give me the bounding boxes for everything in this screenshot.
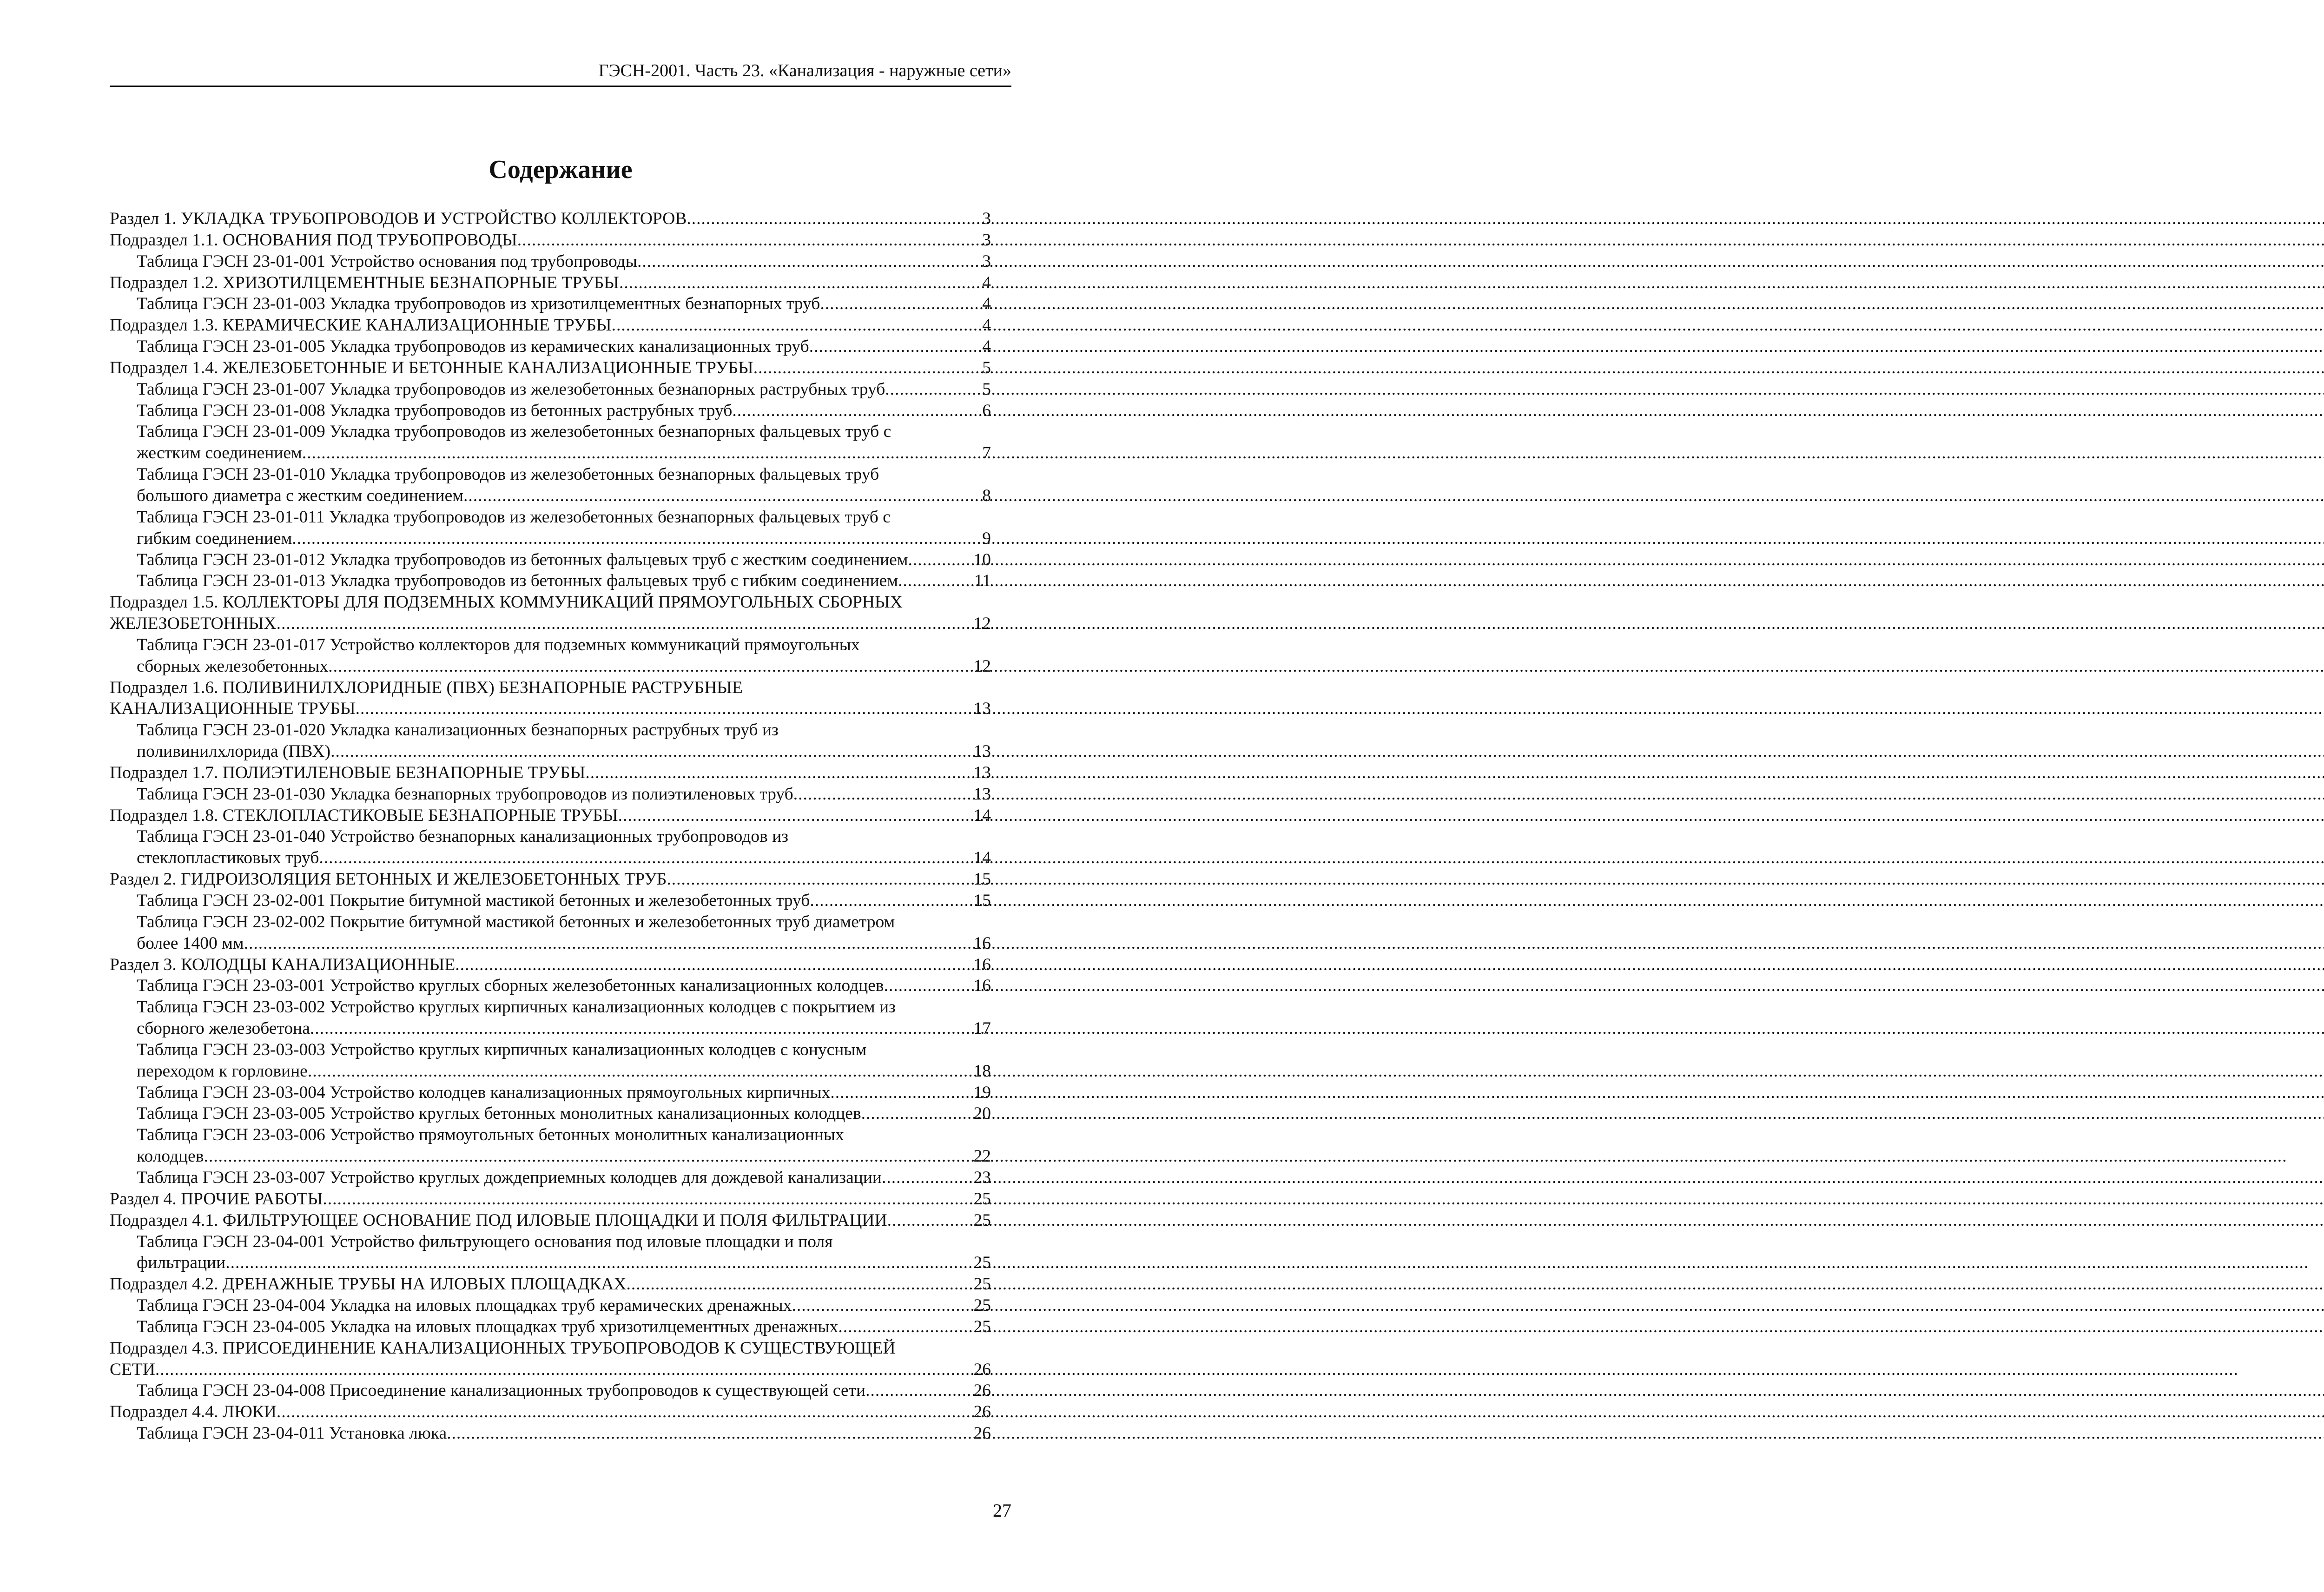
- toc-entry: [110, 336, 991, 357]
- toc-page-number: 15: [973, 891, 991, 910]
- toc-entry: [110, 1039, 991, 1082]
- dot-leader: [463, 485, 980, 507]
- toc-entry-text: Подраздел 1.3. КЕРАМИЧЕСКИЕ КАНАЛИЗАЦИОННЫЕ ТРУБЫ: [110, 316, 612, 335]
- toc-entry-text: колодцев: [137, 1147, 204, 1166]
- toc-entry: [110, 826, 991, 869]
- toc-entry-text: фильтрации: [137, 1253, 226, 1273]
- toc-entry-text: Подраздел 1.6. ПОЛИВИНИЛХЛОРИДНЫЕ (ПВХ) БЕЗНАПОРНЫЕ РАСТРУБНЫЕ: [110, 678, 743, 697]
- toc-entry: [110, 912, 991, 954]
- dot-leader: [667, 869, 971, 890]
- toc-page-number: 7: [982, 443, 991, 463]
- toc-entry-text: сборного железобетона: [137, 1019, 310, 1038]
- toc-entry-text: большого диаметра с жестким соединением: [137, 486, 463, 505]
- toc-entry-text: Таблица ГЭСН 23-01-001 Устройство основания под трубопроводы: [137, 251, 637, 271]
- toc-entry-text: Таблица ГЭСН 23-04-011 Установка люка: [137, 1424, 447, 1443]
- toc-entry: [110, 997, 991, 1039]
- toc-entry-text: Таблица ГЭСН 23-02-001 Покрытие битумной мастикой бетонных и железобетонных труб: [137, 891, 810, 910]
- toc-entry: [110, 421, 991, 464]
- toc-entry: [110, 400, 991, 422]
- toc-entry: [110, 549, 991, 571]
- toc-entry: [110, 890, 991, 912]
- toc-page-number: 3: [982, 209, 991, 228]
- toc-entry-text: гибким соединением: [137, 528, 292, 548]
- dot-leader: [302, 443, 980, 464]
- dot-leader: [308, 1061, 972, 1082]
- dot-leader: [356, 698, 972, 720]
- dot-leader: [618, 805, 972, 826]
- toc-page-number: 16: [973, 976, 991, 996]
- toc-entry: [110, 592, 991, 634]
- toc-page-number: 25: [973, 1189, 991, 1209]
- toc-entry: [110, 570, 991, 592]
- dot-leader: [292, 528, 980, 549]
- toc-entry: [110, 208, 991, 230]
- dot-leader: [517, 230, 980, 251]
- toc-entry: [110, 784, 991, 805]
- dot-leader: [885, 379, 980, 400]
- dot-leader: [277, 1401, 972, 1423]
- toc-entry: [110, 1274, 991, 1295]
- toc-page-number: 5: [982, 358, 991, 377]
- toc-page-number: 14: [973, 806, 991, 825]
- toc-page-number: 4: [982, 316, 991, 335]
- toc-entry-text: Таблица ГЭСН 23-03-006 Устройство прямоугольных бетонных монолитных канализационных: [137, 1125, 844, 1145]
- toc-entry: [110, 762, 991, 784]
- toc-page-number: 17: [973, 1019, 991, 1038]
- toc-page-number: 11: [974, 571, 991, 591]
- toc-page-number: 25: [973, 1275, 991, 1294]
- toc-entry-text: Таблица ГЭСН 23-04-005 Укладка на иловых площадках труб хризотилцементных дренажных: [137, 1317, 838, 1336]
- page-number: 27: [993, 1500, 1011, 1521]
- dot-leader: [898, 570, 972, 592]
- dot-leader: [793, 784, 972, 805]
- toc-entry: [110, 1316, 991, 1338]
- dot-leader: [887, 1210, 972, 1231]
- toc-page-number: 13: [973, 784, 991, 804]
- toc-page-number: 15: [973, 870, 991, 889]
- dot-leader: [155, 1359, 972, 1381]
- toc-entry-text: Таблица ГЭСН 23-04-001 Устройство фильтрующего основания под иловые площадки и поля: [137, 1232, 833, 1251]
- toc-entry-text: СЕТИ: [110, 1360, 155, 1379]
- dot-leader: [319, 847, 971, 869]
- dot-leader: [687, 208, 980, 230]
- dot-leader: [323, 1189, 971, 1210]
- dot-leader: [753, 357, 981, 379]
- toc-entry: [110, 1338, 991, 1381]
- toc-entry: [110, 357, 991, 379]
- toc-page-number: 13: [973, 742, 991, 761]
- toc-page-number: 8: [982, 486, 991, 505]
- page-title: Содержание: [489, 155, 633, 184]
- toc-entry-text: Раздел 4. ПРОЧИЕ РАБОТЫ: [110, 1189, 323, 1209]
- toc-entry: [110, 677, 991, 720]
- toc-entry-text: Подраздел 1.5. КОЛЛЕКТОРЫ ДЛЯ ПОДЗЕМНЫХ КОММУНИКАЦИЙ ПРЯМОУГОЛЬНЫХ СБОРНЫХ: [110, 593, 903, 612]
- toc-entry: [110, 1423, 991, 1444]
- toc-entry-text: Таблица ГЭСН 23-01-040 Устройство безнапорных канализационных трубопроводов из: [137, 827, 789, 846]
- toc-entry: [110, 379, 991, 400]
- toc-entry-text: Таблица ГЭСН 23-01-007 Укладка трубопроводов из железобетонных безнапорных раструбных труб: [137, 379, 885, 399]
- toc-page-number: 10: [973, 550, 991, 569]
- toc-page-number: 26: [973, 1381, 991, 1400]
- toc-page-number: 16: [973, 933, 991, 953]
- toc-entry-text: Таблица ГЭСН 23-01-010 Укладка трубопроводов из железобетонных безнапорных фальцевых труб: [137, 465, 879, 484]
- toc-entry: [110, 954, 991, 976]
- toc-entry-text: Подраздел 1.4. ЖЕЛЕЗОБЕТОННЫЕ И БЕТОННЫЕ КАНАЛИЗАЦИОННЫЕ ТРУБЫ: [110, 358, 753, 377]
- dot-leader: [637, 251, 980, 272]
- toc-page-number: 18: [973, 1061, 991, 1081]
- toc-entry-text: Таблица ГЭСН 23-01-008 Укладка трубопроводов из бетонных раструбных труб: [137, 401, 733, 420]
- toc-entry-text: Таблица ГЭСН 23-03-007 Устройство круглых дождеприемных колодцев для дождевой канализации: [137, 1168, 882, 1187]
- toc-entry-text: Таблица ГЭСН 23-01-020 Укладка канализационных безнапорных раструбных труб из: [137, 720, 779, 740]
- toc-page-number: 26: [973, 1424, 991, 1443]
- toc-entry-text: Таблица ГЭСН 23-03-005 Устройство круглых бетонных монолитных канализационных колодцев: [137, 1104, 861, 1123]
- dot-leader: [865, 1380, 971, 1401]
- dot-leader: [585, 762, 971, 784]
- toc-entry: [110, 315, 991, 336]
- toc-entry: [110, 1401, 991, 1423]
- toc-page-number: 6: [982, 401, 991, 420]
- dot-leader: [830, 1082, 971, 1103]
- dot-leader: [792, 1295, 971, 1316]
- toc-entry: [110, 230, 991, 251]
- dot-leader: [277, 613, 972, 634]
- toc-entry-text: КАНАЛИЗАЦИОННЫЕ ТРУБЫ: [110, 699, 356, 719]
- toc-entry-text: Таблица ГЭСН 23-02-002 Покрытие битумной мастикой бетонных и железобетонных труб диаметром: [137, 912, 895, 931]
- toc-entry: [110, 1103, 991, 1124]
- dot-leader: [627, 1274, 972, 1295]
- toc-page-number: 22: [973, 1147, 991, 1166]
- dot-leader: [884, 975, 972, 997]
- toc-page-number: 9: [982, 528, 991, 548]
- toc-entry-text: Таблица ГЭСН 23-03-004 Устройство колодцев канализационных прямоугольных кирпичных: [137, 1083, 831, 1102]
- toc-entry: [110, 720, 991, 762]
- toc-entry-text: поливинилхлорида (ПВХ): [137, 742, 331, 761]
- toc-page-number: 14: [973, 848, 991, 868]
- toc-entry-text: Таблица ГЭСН 23-01-030 Укладка безнапорных трубопроводов из полиэтиленовых труб: [137, 784, 793, 804]
- toc-entry: [110, 869, 991, 890]
- toc-page-number: 13: [973, 699, 991, 719]
- toc-entry-text: Раздел 1. УКЛАДКА ТРУБОПРОВОДОВ И УСТРОЙСТВО КОЛЛЕКТОРОВ: [110, 209, 687, 228]
- toc-entry-text: Подраздел 4.2. ДРЕНАЖНЫЕ ТРУБЫ НА ИЛОВЫХ ПЛОЩАДКАХ: [110, 1275, 627, 1294]
- dot-leader: [732, 400, 980, 422]
- toc-entry-text: Таблица ГЭСН 23-01-012 Укладка трубопроводов из бетонных фальцевых труб с жестким соединением: [137, 550, 908, 569]
- toc-entry-text: Подраздел 1.2. ХРИЗОТИЛЦЕМЕНТНЫЕ БЕЗНАПОРНЫЕ ТРУБЫ: [110, 273, 619, 292]
- toc-page-number: 12: [973, 614, 991, 634]
- dot-leader: [820, 293, 980, 315]
- toc-entry-text: Таблица ГЭСН 23-01-009 Укладка трубопроводов из железобетонных безнапорных фальцевых труб с: [137, 422, 891, 442]
- toc-entry: [110, 805, 991, 826]
- toc-page-number: 26: [973, 1360, 991, 1379]
- dot-leader: [244, 933, 972, 954]
- dot-leader: [225, 1252, 971, 1274]
- toc-entry-text: Подраздел 1.7. ПОЛИЭТИЛЕНОВЫЕ БЕЗНАПОРНЫЕ ТРУБЫ: [110, 763, 586, 782]
- toc-entry-text: Таблица ГЭСН 23-04-004 Укладка на иловых площадках труб керамических дренажных: [137, 1296, 792, 1315]
- dot-leader: [882, 1167, 972, 1189]
- toc-entry-text: Таблица ГЭСН 23-03-003 Устройство круглых кирпичных канализационных колодцев с конусным: [137, 1040, 867, 1059]
- toc-entry-text: Подраздел 4.3. ПРИСОЕДИНЕНИЕ КАНАЛИЗАЦИОННЫХ ТРУБОПРОВОДОВ К СУЩЕСТВУЮЩЕЙ: [110, 1338, 896, 1358]
- toc-entry-text: Подраздел 1.1. ОСНОВАНИЯ ПОД ТРУБОПРОВОДЫ: [110, 230, 517, 250]
- toc-entry: [110, 1167, 991, 1189]
- toc-page-number: 16: [973, 955, 991, 974]
- toc-entry: [110, 293, 991, 315]
- dot-leader: [204, 1146, 971, 1167]
- toc-page-number: 4: [982, 294, 991, 314]
- toc-page-number: 25: [973, 1253, 991, 1273]
- toc-entry: [110, 1124, 991, 1167]
- toc-page-number: 4: [982, 273, 991, 292]
- toc-page-number: 4: [982, 337, 991, 357]
- toc-entry-text: Таблица ГЭСН 23-01-003 Укладка трубопроводов из хризотилцементных безнапорных труб: [137, 294, 820, 314]
- toc-entry: [110, 1082, 991, 1103]
- toc-entry-text: сборных железобетонных: [137, 656, 329, 676]
- toc-entry-text: Таблица ГЭСН 23-04-008 Присоединение канализационных трубопроводов к существующей сети: [137, 1381, 866, 1400]
- toc-entry-text: Подраздел 1.8. СТЕКЛОПЛАСТИКОВЫЕ БЕЗНАПОРНЫЕ ТРУБЫ: [110, 806, 618, 825]
- toc-page-number: 26: [973, 1402, 991, 1422]
- dot-leader: [330, 741, 971, 762]
- toc-entry-text: Подраздел 4.4. ЛЮКИ: [110, 1402, 277, 1422]
- toc-page-number: 25: [973, 1296, 991, 1315]
- dot-leader: [809, 336, 981, 357]
- toc-entry: [110, 1380, 991, 1401]
- document-page: [0, 0, 1098, 1592]
- toc-page-number: 5: [982, 379, 991, 399]
- toc-entry-text: Раздел 3. КОЛОДЦЫ КАНАЛИЗАЦИОННЫЕ: [110, 955, 456, 974]
- dot-leader: [612, 315, 981, 336]
- toc-entry: [110, 251, 991, 272]
- toc-entry-text: Таблица ГЭСН 23-01-013 Укладка трубопроводов из бетонных фальцевых труб с гибким соединением: [137, 571, 898, 591]
- dot-leader: [861, 1103, 972, 1124]
- toc-entry-text: ЖЕЛЕЗОБЕТОННЫХ: [110, 614, 277, 634]
- toc-entry-text: Подраздел 4.1. ФИЛЬТРУЮЩЕЕ ОСНОВАНИЕ ПОД ИЛОВЫЕ ПЛОЩАДКИ И ПОЛЯ ФИЛЬТРАЦИИ: [110, 1210, 887, 1230]
- toc-page-number: 12: [973, 656, 991, 676]
- toc-page-number: 25: [973, 1317, 991, 1336]
- dot-leader: [328, 656, 971, 677]
- toc-entry-text: стеклопластиковых труб: [137, 848, 319, 868]
- toc-entry-text: Таблица ГЭСН 23-01-017 Устройство коллекторов для подземных коммуникаций прямоугольных: [137, 635, 860, 654]
- dot-leader: [810, 890, 971, 912]
- toc-entry: [110, 1210, 991, 1231]
- toc-entry-text: Таблица ГЭСН 23-01-011 Укладка трубопроводов из железобетонных безнапорных фальцевых труб с: [137, 507, 891, 527]
- dot-leader: [619, 272, 980, 294]
- toc-entry: [110, 272, 991, 294]
- toc-entry: [110, 507, 991, 549]
- dot-leader: [310, 1018, 972, 1039]
- toc-page-number: 3: [982, 230, 991, 250]
- toc-entry-text: Таблица ГЭСН 23-03-001 Устройство круглых сборных железобетонных канализационных колодцев: [137, 976, 884, 996]
- toc-entry-text: переходом к горловине: [137, 1061, 308, 1081]
- toc-page-number: 13: [973, 763, 991, 782]
- toc-entry: [110, 1295, 991, 1316]
- toc-page-number: 3: [982, 251, 991, 271]
- header-rule: [110, 86, 1011, 87]
- running-header: ГЭСН-2001. Часть 23. «Канализация - наружные сети»: [598, 61, 1011, 80]
- dot-leader: [838, 1316, 971, 1338]
- toc-page-number: 19: [973, 1083, 991, 1102]
- dot-leader: [447, 1423, 971, 1444]
- toc-entry-text: Таблица ГЭСН 23-01-005 Укладка трубопроводов из керамических канализационных труб: [137, 337, 809, 357]
- toc-entry: [110, 464, 991, 507]
- toc-entry-text: Таблица ГЭСН 23-03-002 Устройство круглых кирпичных канализационных колодцев с покрытием из: [137, 997, 896, 1017]
- toc-page-number: 20: [973, 1104, 991, 1123]
- toc-entry: [110, 1189, 991, 1210]
- toc-entry: [110, 975, 991, 997]
- dot-leader: [908, 549, 972, 571]
- toc-entry-text: более 1400 мм: [137, 933, 244, 953]
- toc-entry: [110, 634, 991, 677]
- toc-entry-text: Раздел 2. ГИДРОИЗОЛЯЦИЯ БЕТОННЫХ И ЖЕЛЕЗОБЕТОННЫХ ТРУБ: [110, 870, 667, 889]
- toc-entry: [110, 1231, 991, 1274]
- toc-entry-text: жестким соединением: [137, 443, 302, 463]
- toc-page-number: 23: [973, 1168, 991, 1187]
- toc-page-number: 25: [973, 1210, 991, 1230]
- table-of-contents: [110, 208, 991, 1444]
- dot-leader: [455, 954, 971, 976]
